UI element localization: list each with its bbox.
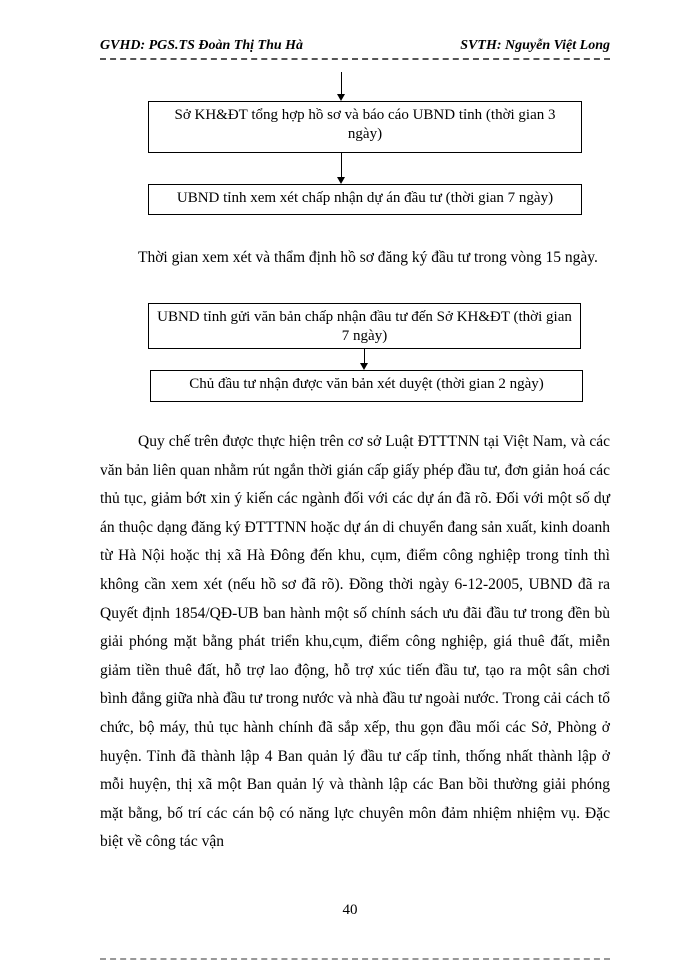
- flow-connector-top: [341, 72, 342, 94]
- arrow-down-icon: [337, 94, 345, 101]
- flow-step-investor-receive: [150, 370, 583, 402]
- body-paragraph: Quy chế trên được thực hiện trên cơ sở Luật ĐTTTNN tại Việt Nam, và các văn bản liên quan nhằm rút ngắn thời gián cấp giấy phép đầu tư, đơn giản hoá các thủ tục, giảm bớt xin ý kiến các ngành đối với các dự án đã rõ. Đối với một số dự án thuộc dạng đăng ký ĐTTTNN hoặc dự án di chuyển đang sản xuất, kinh doanh từ Hà Nội hoặc thị xã Hà Đông đến khu, cụm, điểm công nghiệp trong tỉnh thì không cần xem xét (nếu hồ sơ đã rõ). Đồng thời ngày 6-12-2005, UBND đã ra Quyết định 1854/QĐ-UB ban hành một số chính sách ưu đãi đầu tư trong đền bù giải phóng mặt bằng phát triển khu,cụm, điểm công nghiệp, giá thuê đất, miễn giảm tiền thuê đất, hỗ trợ lao động, hỗ trợ xúc tiến đầu tư, tạo ra một sân chơi bình đẳng giữa nhà đầu tư trong nước và nhà đầu tư ngoài nước. Trong cải cách tổ chức, bộ máy, thủ tục hành chính đã sắp xếp, thu gọn đầu mối các Sở, Phòng ở huyện. Tỉnh đã thành lập 4 Ban quản lý đầu tư cấp tỉnh, thống nhất thành lập ở mỗi huyện, thị xã một Ban quản lý và thành lập các Ban bồi thường giải phóng mặt bằng, bố trí các cán bộ có năng lực chuyên môn đảm nhiệm nhiệm vụ. Đặc biệt về công tác vận: [100, 433, 610, 851]
- header-divider: [100, 58, 610, 60]
- page-header: [100, 38, 610, 54]
- flow-step-text: UBND tỉnh xem xét chấp nhận dự án đầu tư (thời gian 7 ngày): [176, 190, 554, 206]
- arrow-down-icon: [360, 363, 368, 370]
- intro-paragraph: Thời gian xem xét và thẩm định hồ sơ đăng ký đầu tư trong vòng 15 ngày.: [138, 249, 598, 266]
- flow-step-ppc-review: [148, 184, 582, 215]
- flow-step-dpi-summary: [148, 101, 582, 153]
- arrow-down-icon: [337, 177, 345, 184]
- flow-connector: [364, 349, 365, 363]
- flow-step-text: Chủ đầu tư nhận được văn bản xét duyệt (thời gian 2 ngày): [189, 376, 544, 392]
- page-number: 40: [342, 902, 358, 918]
- flow-step-text: Sở KH&ĐT tổng hợp hồ sơ và báo cáo UBND tỉnh (thời gian 3 ngày): [174, 107, 556, 142]
- flow-step-text: UBND tỉnh gửi văn bản chấp nhận đầu tư đến Sở KH&ĐT (thời gian 7 ngày): [157, 309, 572, 344]
- header-advisor: GVHD: PGS.TS Đoàn Thị Thu Hà: [100, 38, 304, 53]
- flow-step-ppc-send: [148, 303, 581, 349]
- flow-connector: [341, 153, 342, 177]
- header-student: SVTH: Nguyễn Việt Long: [460, 38, 610, 53]
